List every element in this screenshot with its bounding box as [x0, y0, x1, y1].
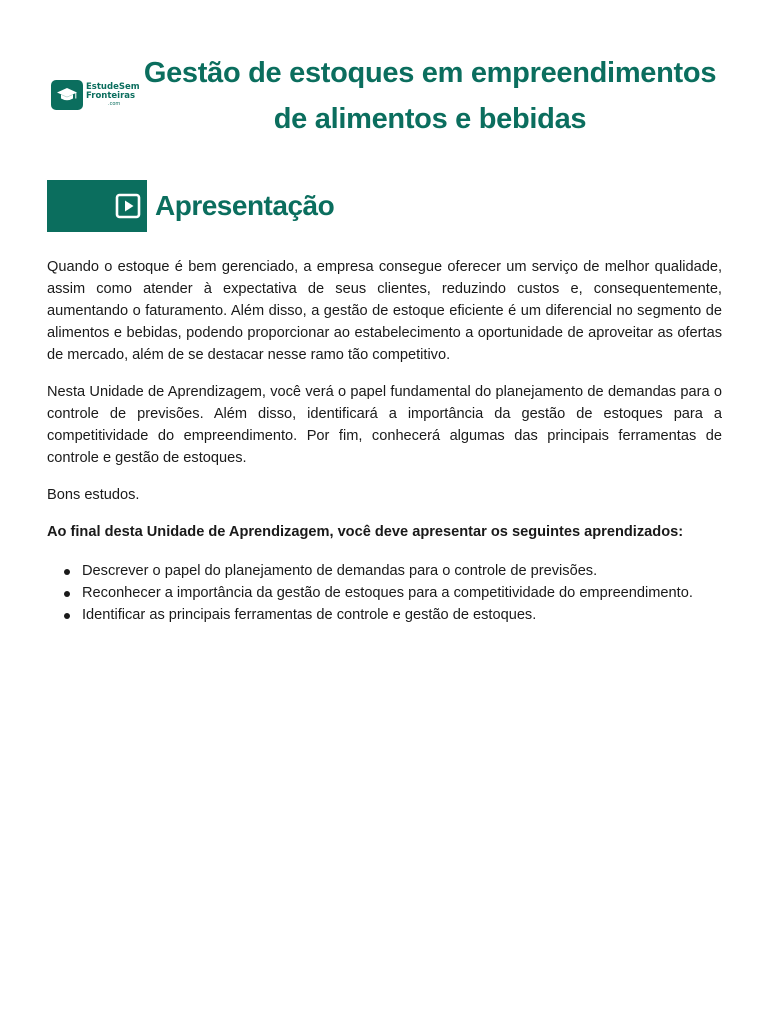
- paragraph-greeting: Bons estudos.: [47, 487, 140, 503]
- paragraph-unit-overview: Nesta Unidade de Aprendizagem, você verá o papel fundamental do planejamento de demandas para o controle de previsões. Além disso, identificará a importância da gestão de estoques para a competitividade do empreendimento. Por fim, conhecerá algumas das principais ferramentas de controle e gestão de estoques.: [47, 384, 722, 466]
- section-title: Apresentação: [155, 190, 335, 221]
- document-title-line1: Gestão de estoques em empreendimentos: [143, 57, 717, 89]
- list-item: Reconhecer a importância da gestão de estoques para a competitividade do empreendimento.: [82, 582, 722, 604]
- logo-text-domain: .com: [108, 101, 121, 107]
- document-title-line2: de alimentos e bebidas: [273, 103, 587, 135]
- section-header: [47, 180, 334, 232]
- play-icon: [115, 193, 141, 219]
- logo-text-line2: Fronteiras: [86, 91, 136, 101]
- logo-text-line1: EstudeSem: [86, 82, 140, 92]
- list-item: Identificar as principais ferramentas de controle e gestão de estoques.: [82, 604, 722, 626]
- objectives-intro: Ao final desta Unidade de Aprendizagem, você deve apresentar os seguintes aprendizados:: [47, 524, 684, 540]
- objectives-list: [47, 560, 722, 626]
- brand-logo: [51, 79, 141, 111]
- document-title: [130, 50, 730, 142]
- graduation-cap-icon: [51, 80, 83, 110]
- list-item: Descrever o papel do planejamento de demandas para o controle de previsões.: [82, 560, 722, 582]
- section-accent-bar: [47, 180, 147, 232]
- main-content: [47, 256, 722, 626]
- paragraph-intro: Quando o estoque é bem gerenciado, a empresa consegue oferecer um serviço de melhor qualidade, assim como atender à expectativa de seus clientes, reduzindo custos e, consequentemente, aumentando o faturamento. Além disso, a gestão de estoque eficiente é um diferencial no segmento de alimentos e bebidas, podendo proporcionar ao estabelecimento a oportunidade de aproveitar as ofertas de mercado, além de se destacar nesse ramo tão competitivo.: [47, 259, 722, 363]
